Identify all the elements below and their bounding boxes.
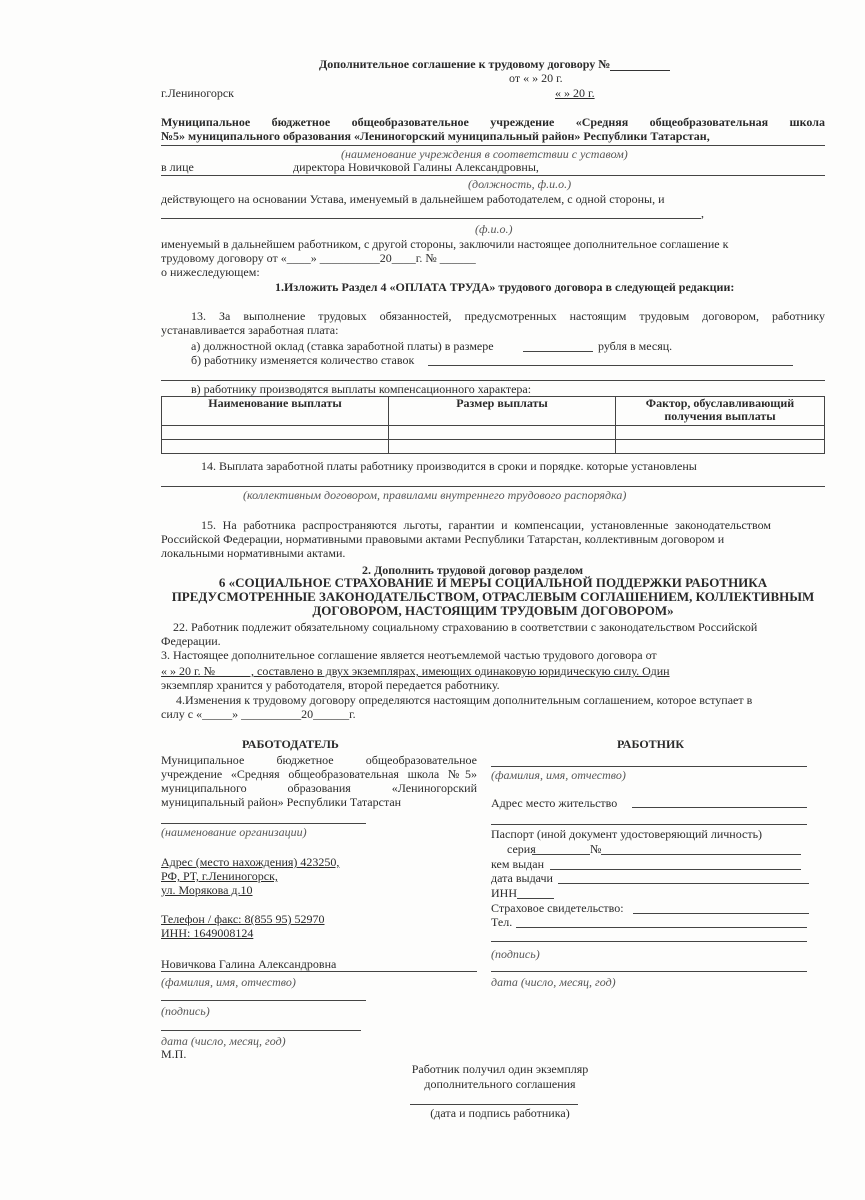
stamp-label: М.П. xyxy=(161,1047,187,1061)
issued-by-field[interactable] xyxy=(550,869,801,870)
employee-address-field[interactable] xyxy=(632,807,807,808)
rate-count-field[interactable] xyxy=(428,365,793,366)
inn-label: ИНН xyxy=(491,886,517,900)
section2-title-line3: ДОГОВОРОМ, НАСТОЯЩИМ ТРУДОВЫМ ДОГОВОРОМ» xyxy=(312,603,674,618)
table-header-name: Наименование выплаты xyxy=(162,397,389,426)
employer-address-line2: РФ, РТ, г.Лениногорск, xyxy=(161,869,278,883)
basis-text: действующего на основании Устава, именуемый в дальнейшем работодателем, с одной стороны, и xyxy=(161,192,665,206)
employer-signature-field[interactable] xyxy=(161,1000,366,1001)
issue-date-field[interactable] xyxy=(558,883,809,884)
p14-text: 14. Выплата заработной платы работнику производится в сроки и порядке. которые установлены xyxy=(201,459,697,473)
employer-name-caption: (фамилия, имя, отчество) xyxy=(161,975,296,989)
employer-org-caption: (наименование организации) xyxy=(161,825,307,839)
agreement-number-field[interactable] xyxy=(610,70,670,71)
p3-line1: 3. Настоящее дополнительное соглашение является неотъемлемой частью трудового договора от xyxy=(161,648,657,662)
employee-name-field[interactable] xyxy=(491,766,807,767)
employee-signature-field[interactable] xyxy=(491,941,807,942)
table-header-factor: Фактор, обуславливающий получения выплаты xyxy=(616,397,825,426)
director-name: директора Новичковой Галины Александровны, xyxy=(293,160,539,174)
worker-text-3: о нижеследующем: xyxy=(161,265,260,279)
section1-heading: 1.Изложить Раздел 4 «ОПЛАТА ТРУДА» трудового договора в следующей редакции: xyxy=(275,280,735,294)
number-label: № xyxy=(590,842,602,856)
employee-address-label: Адрес место жительство xyxy=(491,796,618,810)
item-b-label: б) работнику изменяется количество ставок xyxy=(191,353,415,367)
receipt-line1: Работник получил один экземпляр xyxy=(411,1062,589,1076)
employer-date-field[interactable] xyxy=(161,1030,361,1031)
employee-heading: РАБОТНИК xyxy=(617,737,685,751)
position-caption: (должность, ф.и.о.) xyxy=(468,177,572,191)
employer-director-name: Новичкова Галина Александровна xyxy=(161,957,337,971)
salary-amount-field[interactable] xyxy=(523,351,593,352)
employer-heading: РАБОТОДАТЕЛЬ xyxy=(242,737,339,751)
employee-date-caption: дата (число, месяц, год) xyxy=(491,975,616,989)
p4-line1: 4.Изменения к трудовому договору определяются настоящим дополнительным соглашением, которое вступает в xyxy=(176,693,753,707)
document-title: Дополнительное соглашение к трудовому договору № xyxy=(319,57,670,71)
employee-name-caption: (фамилия, имя, отчество) xyxy=(491,768,626,782)
insurance-label: Страховое свидетельство: xyxy=(491,901,624,915)
item-c-label: в) работнику производятся выплаты компенсационного характера: xyxy=(191,382,532,396)
table-header-amount: Размер выплаты xyxy=(389,397,616,426)
p15-line3: локальными нормативными актами. xyxy=(161,546,346,560)
employer-address-line3: ул. Морякова д.10 xyxy=(161,883,253,897)
p22-line1: 22. Работник подлежит обязательному социальному страхованию в соответствии с законодательством Российской xyxy=(173,620,758,634)
phone-label: Тел. xyxy=(491,915,513,929)
item-a-label: а) должностной оклад (ставка заработной платы) в размере xyxy=(191,339,494,353)
issued-by-label: кем выдан xyxy=(491,857,545,871)
employer-address-line1: Адрес (место нахождения) 423250, xyxy=(161,855,340,869)
p3-line3: экземпляр хранится у работодателя, второй передается работнику. xyxy=(161,678,500,692)
city: г.Лениногорск xyxy=(161,86,234,100)
employer-name-line2: №5» муниципального образования «Лениногорский муниципальный район» Республики Татарстан, xyxy=(161,129,710,143)
receipt-line2: дополнительного соглашения xyxy=(424,1077,576,1091)
employee-date-field[interactable] xyxy=(491,971,807,972)
issue-date-label: дата выдачи xyxy=(491,871,553,885)
employer-name-line1: Муниципальное бюджетное общеобразовательное учреждение «Средняя общеобразовательная школа xyxy=(161,115,825,129)
employer-org-text: Муниципальное бюджетное общеобразовательное учреждение «Средняя общеобразовательная школа №5» муниципального образования «Лениногорский муниципальный район» Республики Татарстан xyxy=(161,753,477,809)
passport-number-field[interactable] xyxy=(601,854,801,855)
section2-heading: 2. Дополнить трудовой договор разделом xyxy=(362,563,584,577)
p15-line1: 15. На работника распространяются льготы, гарантии и компенсации, установленные законодательством xyxy=(201,518,771,532)
worker-text-1: именуемый в дальнейшем работником, с другой стороны, заключили настоящее дополнительное соглашение к xyxy=(161,237,729,251)
compensation-table xyxy=(161,396,825,454)
phone-field[interactable] xyxy=(516,927,807,928)
series-field[interactable] xyxy=(532,854,590,855)
employer-phone: Телефон / факс: 8(855 95) 52970 xyxy=(161,912,325,926)
table-row xyxy=(162,426,825,440)
p4-line2: силу с «_____» __________20______г. xyxy=(161,707,356,721)
inn-field[interactable] xyxy=(517,898,554,899)
table-row xyxy=(162,440,825,454)
p22-line2: Федерации. xyxy=(161,634,221,648)
section2-title-line2: ПРЕДУСМОТРЕННЫЕ ЗАКОНОДАТЕЛЬСТВОМ, ОТРАСЛЕВЫМ СОГЛАШЕНИЕМ, КОЛЛЕКТИВНЫМ xyxy=(171,589,815,604)
p13-line1: 13. За выполнение трудовых обязанностей, предусмотренных настоящим трудовым договором, работнику xyxy=(191,309,825,323)
employer-caption: (наименование учреждения в соответствии с уставом) xyxy=(341,147,628,161)
employee-fio-field[interactable] xyxy=(161,218,701,219)
passport-label: Паспорт (иной документ удостоверяющий личность) xyxy=(491,827,763,841)
fio-caption: (ф.и.о.) xyxy=(475,222,513,236)
employer-inn: ИНН: 1649008124 xyxy=(161,926,254,940)
receipt-signature-field[interactable] xyxy=(410,1104,578,1105)
section2-title-line1: 6 «СОЦИАЛЬНОЕ СТРАХОВАНИЕ И МЕРЫ СОЦИАЛЬНОЙ ПОДДЕРЖКИ РАБОТНИКА xyxy=(218,575,768,590)
city-date: « » 20 г. xyxy=(555,86,595,100)
item-a-suffix: рубля в месяц. xyxy=(598,339,673,353)
employee-sign-caption: (подпись) xyxy=(491,947,540,961)
worker-text-2: трудовому договору от «____» __________20____г. № ______ xyxy=(161,251,476,265)
employer-sign-caption: (подпись) xyxy=(161,1004,210,1018)
p14-caption: (коллективным договором, правилами внутреннего трудового распорядка) xyxy=(243,488,627,502)
header-date: от « » 20 г. xyxy=(509,71,563,85)
employer-date-caption: дата (число, месяц, год) xyxy=(161,1034,286,1048)
in-person-label: в лице xyxy=(161,160,194,174)
p13-line2: устанавливается заработная плата: xyxy=(161,323,339,337)
p3-line2: « » 20 г. № _____ , составлено в двух экземплярах, имеющих одинаковую юридическую силу. Один xyxy=(161,664,670,678)
receipt-caption: (дата и подпись работника) xyxy=(430,1106,570,1120)
p15-line2: Российской Федерации, нормативными правовыми актами Республики Татарстан, коллективным договором и xyxy=(161,532,725,546)
insurance-field[interactable] xyxy=(633,913,809,914)
series-label: серия xyxy=(507,842,536,856)
